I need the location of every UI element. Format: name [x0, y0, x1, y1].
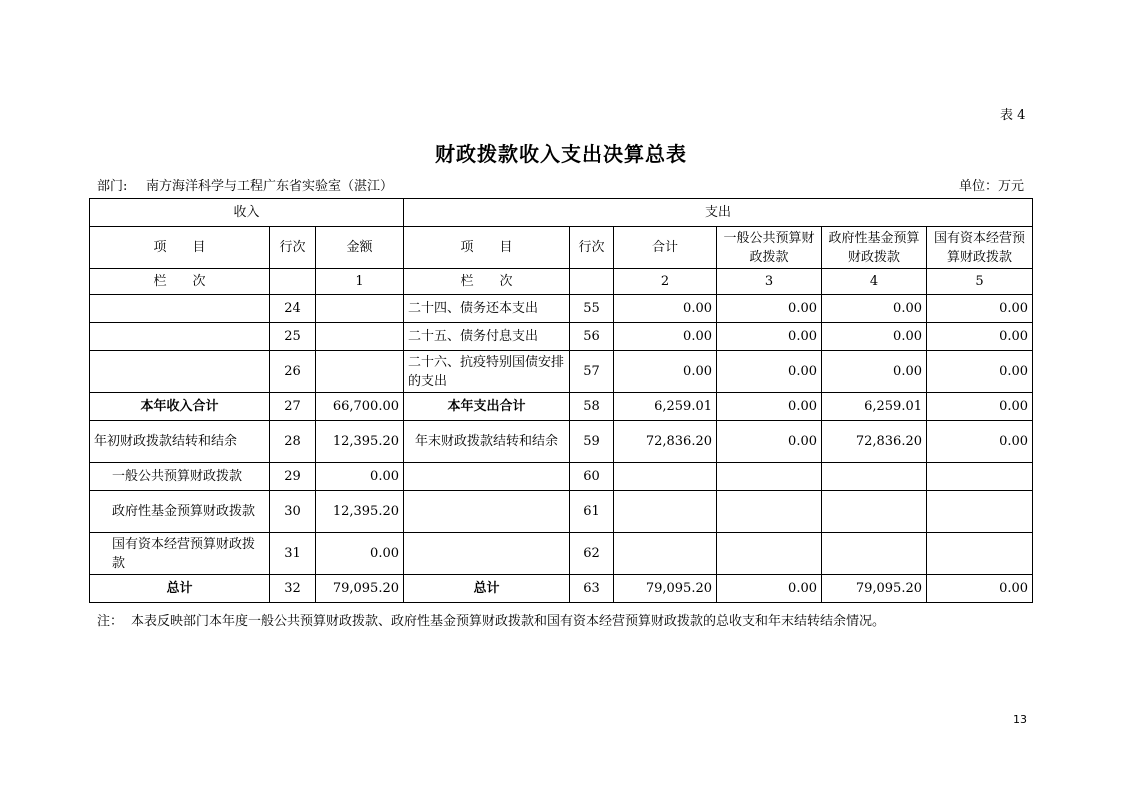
col-3: 3: [717, 269, 822, 295]
expense-rowno: 58: [570, 393, 614, 421]
income-amount: [316, 323, 404, 351]
income-item: 一般公共预算财政拨款: [90, 463, 270, 491]
total-header: 合计: [614, 227, 717, 269]
expense-rowno: 56: [570, 323, 614, 351]
state-value: 0.00: [927, 295, 1033, 323]
income-rowno: 26: [270, 351, 316, 393]
state-value: [927, 463, 1033, 491]
income-grand-total-label: 总计: [90, 575, 270, 603]
state-value: 0.00: [927, 351, 1033, 393]
table-row: [90, 393, 1033, 421]
col-2: 2: [614, 269, 717, 295]
fund-value: 79,095.20: [822, 575, 927, 603]
table-row: [90, 421, 1033, 463]
total-value: 0.00: [614, 295, 717, 323]
expense-col-label: 栏 次: [404, 269, 570, 295]
state-value: 0.00: [927, 323, 1033, 351]
fund-value: 0.00: [822, 351, 927, 393]
income-rowno: 31: [270, 533, 316, 575]
total-value: 0.00: [614, 351, 717, 393]
unit-label: 单位：万元: [959, 179, 1025, 194]
income-amount: 12,395.20: [316, 491, 404, 533]
income-amount: [316, 295, 404, 323]
income-header: 收入: [90, 199, 404, 227]
col-4: 4: [822, 269, 927, 295]
income-item: [90, 323, 270, 351]
expense-grand-total-label: 总计: [404, 575, 570, 603]
fund-budget-header: 政府性基金预算财政拨款: [822, 227, 927, 269]
total-value: [614, 491, 717, 533]
income-item: 年初财政拨款结转和结余: [90, 421, 270, 463]
income-rowno: 25: [270, 323, 316, 351]
general-value: 0.00: [717, 351, 822, 393]
total-value: 72,836.20: [614, 421, 717, 463]
department-name: 南方海洋科学与工程广东省实验室（湛江）: [146, 179, 394, 194]
income-subtotal-label: 本年收入合计: [90, 393, 270, 421]
income-amount: 12,395.20: [316, 421, 404, 463]
fund-value: [822, 491, 927, 533]
income-rowno: 28: [270, 421, 316, 463]
expense-rowno: 63: [570, 575, 614, 603]
expense-item: [404, 491, 570, 533]
income-amount: 66,700.00: [316, 393, 404, 421]
col-5: 5: [927, 269, 1033, 295]
expense-item: 二十五、债务付息支出: [404, 323, 570, 351]
header-row-group: [90, 199, 1033, 227]
income-rowno: 30: [270, 491, 316, 533]
table-row: [90, 491, 1033, 533]
income-rowno: 24: [270, 295, 316, 323]
page-number: 13: [1013, 713, 1027, 726]
expense-item-header: 项 目: [404, 227, 570, 269]
fund-value: 0.00: [822, 295, 927, 323]
income-item: 政府性基金预算财政拨款: [90, 491, 270, 533]
expense-rowno: 55: [570, 295, 614, 323]
header-row-index: [90, 269, 1033, 295]
state-value: 0.00: [927, 393, 1033, 421]
total-value: 79,095.20: [614, 575, 717, 603]
table-row: [90, 533, 1033, 575]
income-rowno: 27: [270, 393, 316, 421]
income-amount: 0.00: [316, 463, 404, 491]
general-value: [717, 463, 822, 491]
table-row: [90, 295, 1033, 323]
income-item: [90, 351, 270, 393]
total-value: 0.00: [614, 323, 717, 351]
table-row: [90, 323, 1033, 351]
income-amount: [316, 351, 404, 393]
expense-rowno: 60: [570, 463, 614, 491]
income-item: [90, 295, 270, 323]
expense-item: [404, 533, 570, 575]
fund-value: [822, 463, 927, 491]
income-amount: 0.00: [316, 533, 404, 575]
income-amount: 79,095.20: [316, 575, 404, 603]
expense-rowno: 59: [570, 421, 614, 463]
note-text: 本表反映部门本年度一般公共预算财政拨款、政府性基金预算财政拨款和国有资本经营预算财政拨款的总收支和年末结转结余情况。: [131, 614, 886, 629]
state-value: 0.00: [927, 421, 1033, 463]
income-item: 国有资本经营预算财政拨款: [90, 533, 270, 575]
state-value: 0.00: [927, 575, 1033, 603]
fund-value: 6,259.01: [822, 393, 927, 421]
state-value: [927, 533, 1033, 575]
income-col-label: 栏 次: [90, 269, 270, 295]
department-label: 部门:: [97, 179, 128, 194]
state-value: [927, 491, 1033, 533]
expense-rowno: 61: [570, 491, 614, 533]
general-value: [717, 491, 822, 533]
total-value: [614, 463, 717, 491]
total-value: 6,259.01: [614, 393, 717, 421]
general-value: 0.00: [717, 393, 822, 421]
col-1: 1: [316, 269, 404, 295]
table-number: 表 4: [1000, 108, 1026, 123]
fund-value: [822, 533, 927, 575]
note-label: 注：: [97, 614, 124, 629]
income-amount-header: 金额: [316, 227, 404, 269]
income-item-header: 项 目: [90, 227, 270, 269]
expense-item: [404, 463, 570, 491]
total-value: [614, 533, 717, 575]
general-value: 0.00: [717, 421, 822, 463]
expense-item: 二十四、债务还本支出: [404, 295, 570, 323]
fund-value: 0.00: [822, 323, 927, 351]
income-rowno: 29: [270, 463, 316, 491]
table-row: [90, 351, 1033, 393]
expense-item: 二十六、抗疫特别国债安排的支出: [404, 351, 570, 393]
fund-value: 72,836.20: [822, 421, 927, 463]
table-row: [90, 463, 1033, 491]
general-value: [717, 533, 822, 575]
income-rowno: 32: [270, 575, 316, 603]
expense-rowno: 62: [570, 533, 614, 575]
expense-rowno: 57: [570, 351, 614, 393]
budget-table: [89, 198, 1033, 603]
income-rowno-header: 行次: [270, 227, 316, 269]
general-value: 0.00: [717, 575, 822, 603]
table-row: [90, 575, 1033, 603]
expense-header: 支出: [404, 199, 1033, 227]
general-value: 0.00: [717, 323, 822, 351]
page-title: 财政拨款收入支出决算总表: [435, 142, 687, 166]
header-row-columns: [90, 227, 1033, 269]
expense-item: 年末财政拨款结转和结余: [404, 421, 570, 463]
general-value: 0.00: [717, 295, 822, 323]
expense-subtotal-label: 本年支出合计: [404, 393, 570, 421]
general-budget-header: 一般公共预算财政拨款: [717, 227, 822, 269]
state-capital-header: 国有资本经营预算财政拨款: [927, 227, 1033, 269]
expense-rowno-header: 行次: [570, 227, 614, 269]
